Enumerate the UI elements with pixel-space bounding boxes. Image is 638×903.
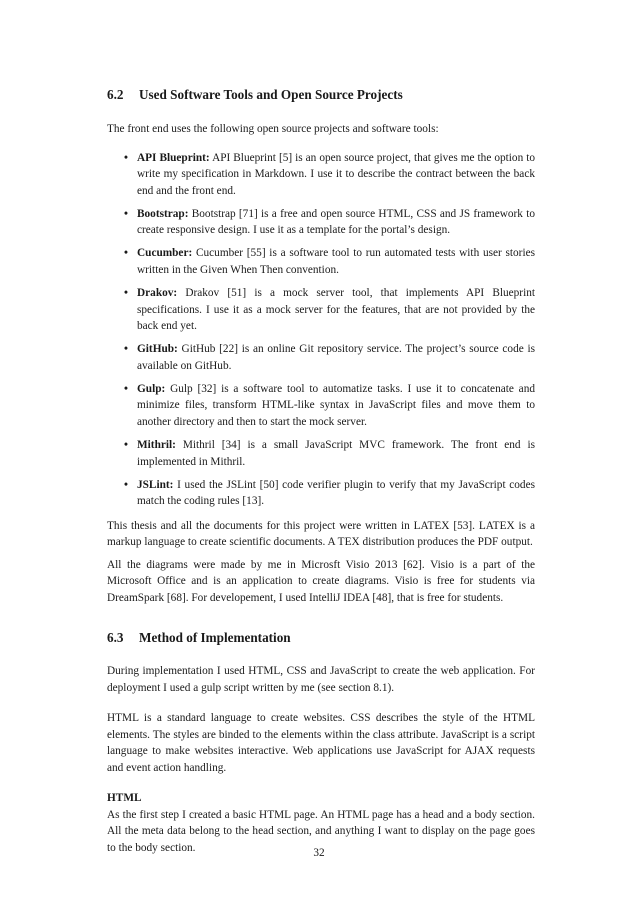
section-heading-6-3 bbox=[107, 629, 535, 647]
tools-list bbox=[107, 150, 535, 510]
tool-name: GitHub: bbox=[137, 343, 178, 356]
html-paragraph: As the first step I created a basic HTML page. An HTML page has a head and a body section. All the meta data belong to the head section, and anything I want to display on the page goes to the body section. bbox=[107, 808, 535, 854]
section-number: 6.2 bbox=[107, 87, 124, 102]
tool-name: Bootstrap: bbox=[137, 207, 189, 220]
section-heading-6-2 bbox=[107, 86, 535, 104]
list-item bbox=[124, 245, 535, 278]
bullet-icon: • bbox=[124, 207, 128, 220]
latex-paragraph: This thesis and all the documents for this project were written in LATEX [53]. LATEX is a markup language to create scientific documents. A TEX distribution produces the PDF output. bbox=[107, 519, 535, 549]
tool-name: Drakov: bbox=[137, 287, 178, 300]
intro-paragraph: The front end uses the following open source projects and software tools: bbox=[107, 123, 439, 135]
bullet-icon: • bbox=[124, 382, 128, 395]
section-title: Used Software Tools and Open Source Projects bbox=[139, 87, 403, 102]
tool-description: Cucumber [55] is a software tool to run automated tests with user stories written in the Given When Then convention. bbox=[137, 247, 535, 276]
list-item bbox=[124, 381, 535, 431]
tool-description: Gulp [32] is a software tool to automatize tasks. I use it to concatenate and minimize files, transform HTML-like syntax in JavaScript files and move them to another directory and then to start the mock server. bbox=[137, 382, 535, 428]
tool-name: Mithril: bbox=[137, 439, 176, 452]
bullet-icon: • bbox=[124, 439, 128, 452]
tool-name: Cucumber: bbox=[137, 247, 193, 260]
tool-name: API Blueprint: bbox=[137, 151, 210, 164]
tool-name: JSLint: bbox=[137, 478, 174, 491]
list-item bbox=[124, 150, 536, 200]
bullet-icon: • bbox=[124, 247, 128, 260]
section-number: 6.3 bbox=[107, 630, 124, 646]
list-item bbox=[124, 341, 535, 374]
bullet-icon: • bbox=[124, 478, 128, 491]
list-item bbox=[124, 477, 535, 510]
tool-description: GitHub [22] is an online Git repository service. The project’s source code is available on GitHub. bbox=[137, 343, 535, 372]
page-number: 32 bbox=[313, 847, 325, 859]
bullet-icon: • bbox=[124, 287, 128, 300]
html-intro-paragraph: HTML is a standard language to create websites. CSS describes the style of the HTML elements. The styles are binded to the elements within the class attribute. JavaScript is a script language to make websites interactive. Web applications use JavaScript for AJAX requests and event action handling. bbox=[107, 712, 535, 774]
bullet-icon: • bbox=[124, 343, 128, 356]
tool-description: Mithril [34] is a small JavaScript MVC framework. The front end is implemented in Mithril. bbox=[137, 439, 536, 468]
tool-description: I used the JSLint [50] code verifier plugin to verify that my JavaScript codes match the coding rules [13]. bbox=[137, 478, 535, 508]
tool-description: API Blueprint [5] is an open source project, that gives me the option to write my specification in Markdown. I use it to describe the contract between the back end and the front end. bbox=[137, 151, 536, 197]
list-item bbox=[124, 285, 535, 335]
tool-name: Gulp: bbox=[137, 382, 166, 395]
page-body bbox=[107, 86, 535, 856]
section-title: Method of Implementation bbox=[139, 630, 291, 646]
html-subheading: HTML bbox=[107, 792, 142, 805]
diagrams-paragraph: All the diagrams were made by me in Microsft Visio 2013 [62]. Visio is a part of the Microsoft Office and is an application to create diagrams. Visio is free for students via DreamSpark [68]. For developement, I used IntelliJ IDEA [48], that is free for students. bbox=[107, 558, 535, 604]
list-item bbox=[124, 206, 535, 239]
list-item bbox=[124, 437, 536, 470]
bullet-icon: • bbox=[124, 151, 128, 164]
tool-description: Drakov [51] is a mock server tool, that implements API Blueprint specifications. I use it as a mock server for the features, that are not provided by the back end yet. bbox=[137, 287, 535, 333]
implementation-paragraph: During implementation I used HTML, CSS and JavaScript to create the web application. For deployment I used a gulp script written by me (see section 8.1). bbox=[107, 665, 535, 694]
tool-description: Bootstrap [71] is a free and open source HTML, CSS and JS framework to create responsive design. I use it as a template for the portal’s design. bbox=[137, 207, 535, 237]
